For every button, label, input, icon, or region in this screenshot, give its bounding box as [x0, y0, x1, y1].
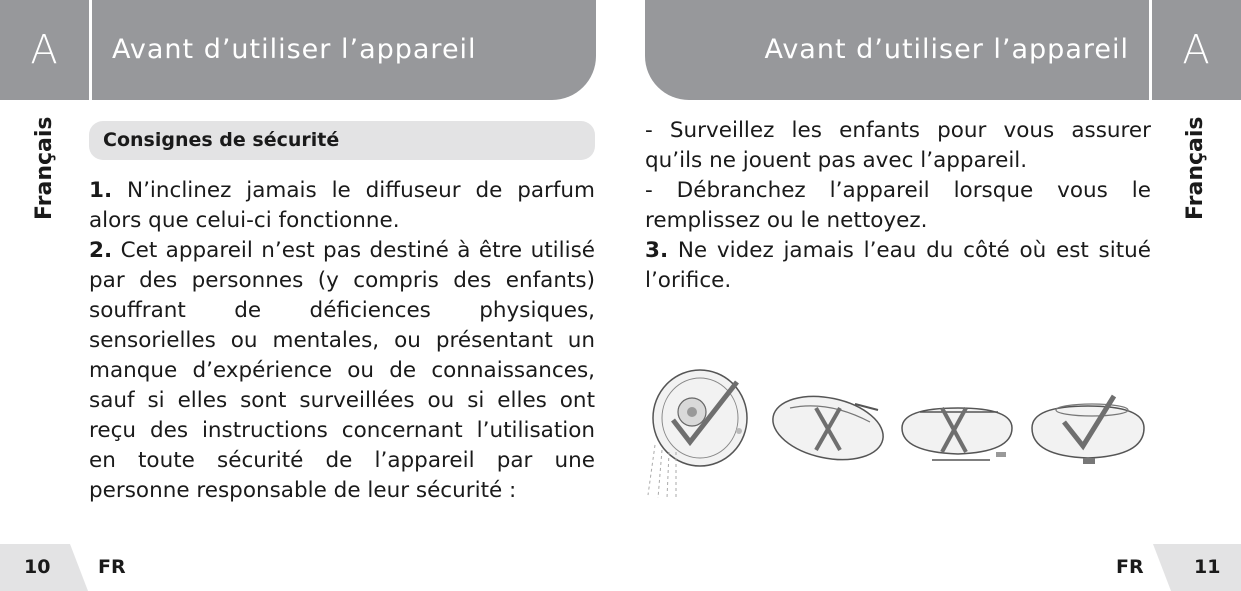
right-section-letter: A: [1182, 27, 1210, 73]
item-3-number: 3.: [645, 238, 669, 263]
left-side-language: Français: [32, 116, 57, 220]
item-3: [645, 236, 1151, 296]
right-header-title: Avant d’utiliser l’appareil: [764, 34, 1129, 65]
left-footer-lang: FR: [98, 556, 126, 578]
emptying-illustrations: [640, 360, 1160, 505]
bullet-supervise: - Surveillez les enfants pour vous assurer qu’ils ne jouent pas avec l’appareil.: [645, 118, 1151, 173]
section-heading: Consignes de sécurité: [103, 129, 340, 151]
left-header-title: Avant d’utiliser l’appareil: [112, 34, 477, 65]
bullet-unplug: - Débranchez l’appareil lorsque vous le remplissez ou le nettoyez.: [645, 178, 1151, 233]
right-footer-lang: FR: [1116, 556, 1144, 578]
left-body: [89, 176, 595, 506]
left-page-number: 10: [24, 556, 51, 578]
right-body: [645, 116, 1151, 296]
section-heading-pill: [89, 121, 595, 160]
item-2-text: Cet appareil n’est pas destiné à être utilisé par des personnes (y compris des enfants) souffrant de déficiences physiques, sensorielles ou mentales, ou présentant un manque d’expérience ou de connaissances, sauf si elles sont surveillées ou si elles ont reçu des instructions concernant l’utilisation en toute sécurité de l’appareil par une personne responsable de leur sécurité :: [89, 238, 595, 503]
item-1-text: N’inclinez jamais le diffuseur de parfum alors que celui-ci fonctionne.: [89, 178, 595, 233]
illustration-tilt-left: [767, 387, 889, 469]
item-1-number: 1.: [89, 178, 113, 203]
item-3-text: Ne videz jamais l’eau du côté où est situé l’orifice.: [645, 238, 1151, 293]
illustration-top-view: [648, 370, 747, 498]
right-page-number: 11: [1194, 556, 1221, 578]
left-header-divider: [89, 0, 92, 100]
illustration-tilt-right: [902, 408, 1012, 460]
item-1: [89, 176, 595, 236]
item-2: [89, 236, 595, 506]
item-2-number: 2.: [89, 238, 113, 263]
left-section-letter: A: [30, 27, 58, 73]
illustration-upright: [1032, 396, 1144, 464]
right-side-language: Français: [1183, 116, 1208, 220]
